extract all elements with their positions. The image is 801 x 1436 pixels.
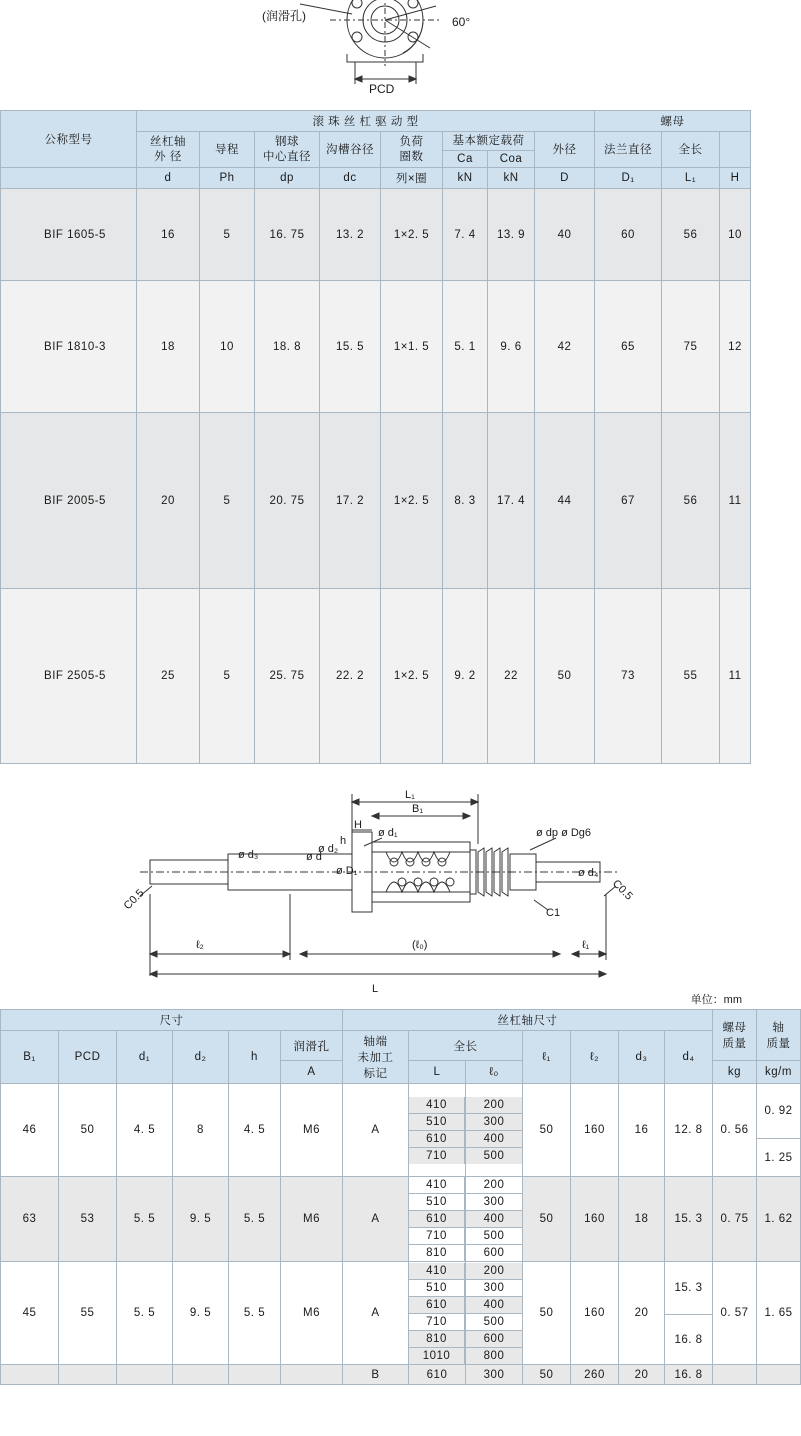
table-row [1,1177,801,1262]
cell-d2 [173,1365,229,1385]
cell-d2: 9. 5 [173,1262,229,1365]
group-drive-type: 滚 珠 丝 杠 驱 动 型 [137,111,595,132]
dim-d: ø d [306,851,322,864]
col-total-length: 全长 [662,132,720,168]
table-row-partial [1,1365,801,1385]
dim-D1: ø D₁ [336,865,358,878]
dim-l2: ℓ₂ [196,939,204,952]
cell-b1: 45 [1,1262,59,1365]
cell-model: BIF 2005-5 [1,413,137,589]
cell-d4: 12. 8 [665,1084,713,1177]
col-lubrication-hole: 润滑孔 [281,1031,343,1060]
shaft-mass: 1. 25 [757,1138,800,1176]
unit-dp: dp [255,168,320,189]
cell-D1: 60 [595,189,662,281]
dim-H: H [354,819,362,832]
len-L: 710 [409,1147,465,1164]
unit-turns: 列×圈 [381,168,443,189]
col-outer-dia: 外径 [535,132,595,168]
cell-H: 11 [720,413,751,589]
cell-d1: 4. 5 [117,1084,173,1177]
cell-coa: 22 [488,589,535,764]
cell-l1: 50 [523,1262,571,1365]
cell-d: 25 [137,589,200,764]
cell-shaft-mass-list [757,1084,801,1177]
dim-h: h [340,835,347,848]
cell-pcd: 53 [59,1177,117,1262]
shaft-mass: 0. 92 [757,1084,800,1138]
table-row [1,189,751,281]
cell-d1 [117,1365,173,1385]
table-row [1,413,751,589]
dim-L1: L₁ [405,789,415,802]
cell-lub: M6 [281,1084,343,1177]
cell-ca: 5. 1 [443,281,488,413]
specification-table [0,110,751,764]
col-shaft-mass: 轴 质量 [757,1010,801,1060]
cell-mark: A [343,1177,409,1262]
unit-kn-coa: kN [488,168,535,189]
col-screw-od: 丝杠轴 外 径 [137,132,200,168]
cell-l0-list [466,1084,523,1177]
cell-l1: 50 [523,1177,571,1262]
table-row [1,1262,801,1365]
top-flange-drawing [0,0,750,110]
cell-L1: 75 [662,281,720,413]
len-l0: 300 [466,1279,522,1296]
len-l0: 800 [466,1347,522,1364]
cell-shaft-mass: 1. 65 [757,1262,801,1365]
cell-h: 5. 5 [229,1262,281,1365]
cell-L: 610 [409,1365,466,1385]
cell-d2: 8 [173,1084,229,1177]
table-row [1,589,751,764]
col-groove-root-dia: 沟槽谷径 [320,132,381,168]
len-L: 610 [409,1211,465,1228]
col-b1: B₁ [1,1031,59,1084]
group-nut: 螺母 [595,111,751,132]
cell-turns: 1×1. 5 [381,281,443,413]
dimension-table [0,1009,801,1385]
cell-coa: 9. 6 [488,281,535,413]
cell-turns: 1×2. 5 [381,413,443,589]
len-L: 610 [409,1296,465,1313]
len-L: 810 [409,1245,465,1262]
cell-lub [281,1365,343,1385]
cell-dp: 20. 75 [255,413,320,589]
len-l0: 400 [466,1130,522,1147]
lubrication-hole-label: (润滑孔) [262,9,306,23]
cell-pcd: 50 [59,1084,117,1177]
unit-D1: D₁ [595,168,662,189]
cell-shaft-mass: 1. 62 [757,1177,801,1262]
len-L: 510 [409,1113,465,1130]
cell-model: BIF 1810-3 [1,281,137,413]
cell-D: 40 [535,189,595,281]
cell-l0: 300 [466,1365,523,1385]
cell-d: 18 [137,281,200,413]
dim-d2: ø d₂ [318,843,339,856]
len-L: 510 [409,1194,465,1211]
cell-l2: 160 [571,1084,619,1177]
cell-d3: 20 [619,1262,665,1365]
cell-b1: 46 [1,1084,59,1177]
cell-dc: 17. 2 [320,413,381,589]
cell-d1: 5. 5 [117,1262,173,1365]
cell-l2: 260 [571,1365,619,1385]
cell-model: BIF 1605-5 [1,189,137,281]
len-l0: 400 [466,1296,522,1313]
cell-h [229,1365,281,1385]
cell-D: 42 [535,281,595,413]
cell-nut-mass: 0. 75 [713,1177,757,1262]
cell-D: 50 [535,589,595,764]
len-l0: 200 [466,1097,522,1114]
len-L: 410 [409,1177,465,1194]
unit-dc: dc [320,168,381,189]
cell-coa: 13. 9 [488,189,535,281]
cell-D1: 65 [595,281,662,413]
cell-D1: 67 [595,413,662,589]
unit-d: d [137,168,200,189]
group-dimensions: 尺寸 [1,1010,343,1031]
unit-note: 单位：mm [690,994,742,1007]
unit-kg: kg [713,1060,757,1084]
cell-l0-list [466,1262,523,1365]
dim-d1: ø d₁ [378,827,398,840]
len-L: 710 [409,1313,465,1330]
chamfer-c05-left: C0.5 [121,887,147,913]
cell-nut-mass: 0. 57 [713,1262,757,1365]
col-l2: ℓ₂ [571,1031,619,1084]
d4-value: 16. 8 [665,1314,712,1364]
col-basic-load-rating: 基本额定载荷 [443,132,535,151]
len-L: 610 [409,1130,465,1147]
cell-h: 4. 5 [229,1084,281,1177]
len-l0: 600 [466,1330,522,1347]
cell-D: 44 [535,413,595,589]
dim-l1: ℓ₁ [582,939,590,952]
cell-H: 12 [720,281,751,413]
cell-mark: A [343,1262,409,1365]
col-d4: d₄ [665,1031,713,1084]
cell-lub: M6 [281,1262,343,1365]
len-l0: 500 [466,1313,522,1330]
len-l0: 600 [466,1245,522,1262]
cell-d: 20 [137,413,200,589]
cell-mark: B [343,1365,409,1385]
cell-turns: 1×2. 5 [381,589,443,764]
cell-d4: 15. 3 [665,1177,713,1262]
col-shaft-end-mark: 轴端 未加工 标记 [343,1031,409,1084]
cell-coa: 17. 4 [488,413,535,589]
chamfer-c05-right: C0.5 [609,878,635,903]
dim-B1: B₁ [412,803,424,816]
len-l0: 500 [466,1228,522,1245]
col-lub-size: A [281,1060,343,1084]
sub-coa: Coa [488,151,535,168]
col-d2: d₂ [173,1031,229,1084]
table-row [1,281,751,413]
col-l0: ℓ₀ [466,1060,523,1084]
unit-kn-ca: kN [443,168,488,189]
col-h-blank [720,132,751,168]
len-L: 710 [409,1228,465,1245]
col-d3: d₃ [619,1031,665,1084]
cell-d4: 16. 8 [665,1365,713,1385]
cell-d2: 9. 5 [173,1177,229,1262]
cell-l0-list [466,1177,523,1262]
len-l0: 500 [466,1147,522,1164]
pcd-label: PCD [369,82,395,96]
cell-L1: 56 [662,413,720,589]
cell-b1 [1,1365,59,1385]
cell-L-list [409,1177,466,1262]
group-screw-shaft-dim: 丝杠轴尺寸 [343,1010,713,1031]
unit-ph: Ph [200,168,255,189]
cell-L1: 56 [662,189,720,281]
len-l0: 300 [466,1113,522,1130]
dim-L: L [372,983,379,996]
cell-d3: 18 [619,1177,665,1262]
table-row [1,1084,801,1177]
len-l0: 300 [466,1194,522,1211]
unit-D: D [535,168,595,189]
dim-d3: ø d₃ [238,849,259,862]
len-L: 1010 [409,1347,465,1364]
len-l0: 200 [466,1177,522,1194]
cell-D1: 73 [595,589,662,764]
len-L: 510 [409,1279,465,1296]
unit-kgm: kg/m [757,1060,801,1084]
cell-dp: 18. 8 [255,281,320,413]
col-ball-center-dia: 钢球 中心直径 [255,132,320,168]
cell-pcd [59,1365,117,1385]
cell-l2: 160 [571,1177,619,1262]
cell-nut-mass: 0. 56 [713,1084,757,1177]
cell-d3: 16 [619,1084,665,1177]
col-d1: d₁ [117,1031,173,1084]
col-pcd: PCD [59,1031,117,1084]
cell-l1: 50 [523,1365,571,1385]
cell-l2: 160 [571,1262,619,1365]
len-L: 810 [409,1330,465,1347]
cell-L-list [409,1084,466,1177]
cell-turns: 1×2. 5 [381,189,443,281]
cell-d3: 20 [619,1365,665,1385]
cell-lub: M6 [281,1177,343,1262]
cell-dc: 22. 2 [320,589,381,764]
cell-dc: 13. 2 [320,189,381,281]
len-L: 410 [409,1263,465,1280]
col-load-turns: 负荷 圈数 [381,132,443,168]
assembly-drawing [0,764,750,1009]
cell-dp: 25. 75 [255,589,320,764]
cell-H: 10 [720,189,751,281]
unit-H: H [720,168,751,189]
cell-dp: 16. 75 [255,189,320,281]
dim-l0: (ℓ₀) [412,939,428,952]
col-model: 公称型号 [1,111,137,168]
unit-L1: L₁ [662,168,720,189]
cell-d: 16 [137,189,200,281]
col-L: L [409,1060,466,1084]
cell-ca: 9. 2 [443,589,488,764]
sub-ca: Ca [443,151,488,168]
cell-h: 5. 5 [229,1177,281,1262]
cell-l1: 50 [523,1084,571,1177]
cell-mark: A [343,1084,409,1177]
cell-model: BIF 2505-5 [1,589,137,764]
cell-ca: 8. 3 [443,413,488,589]
cell-d1: 5. 5 [117,1177,173,1262]
cell-ca: 7. 4 [443,189,488,281]
cell-d4-list [665,1262,713,1365]
col-flange-dia: 法兰直径 [595,132,662,168]
cell-L1: 55 [662,589,720,764]
cell-b1: 63 [1,1177,59,1262]
chamfer-c1: C1 [546,907,561,920]
col-h: h [229,1031,281,1084]
cell-shaft-mass [757,1365,801,1385]
len-L: 410 [409,1097,465,1114]
cell-dc: 15. 5 [320,281,381,413]
col-l1: ℓ₁ [523,1031,571,1084]
col-nut-mass: 螺母 质量 [713,1010,757,1060]
cell-ph: 5 [200,589,255,764]
d4-value: 15. 3 [665,1262,712,1314]
angle-label: 60° [452,15,471,29]
cell-ph: 5 [200,413,255,589]
cell-L-list [409,1262,466,1365]
col-total-length-group: 全长 [409,1031,523,1060]
cell-ph: 10 [200,281,255,413]
len-l0: 200 [466,1263,522,1280]
cell-nut-mass [713,1365,757,1385]
cell-pcd: 55 [59,1262,117,1365]
unit-blank [1,168,137,189]
cell-ph: 5 [200,189,255,281]
col-lead: 导程 [200,132,255,168]
len-l0: 400 [466,1211,522,1228]
cell-H: 11 [720,589,751,764]
dim-dp-dg6: ø dp ø Dg6 [536,827,592,840]
dim-d4: ø d₄ [578,867,599,880]
